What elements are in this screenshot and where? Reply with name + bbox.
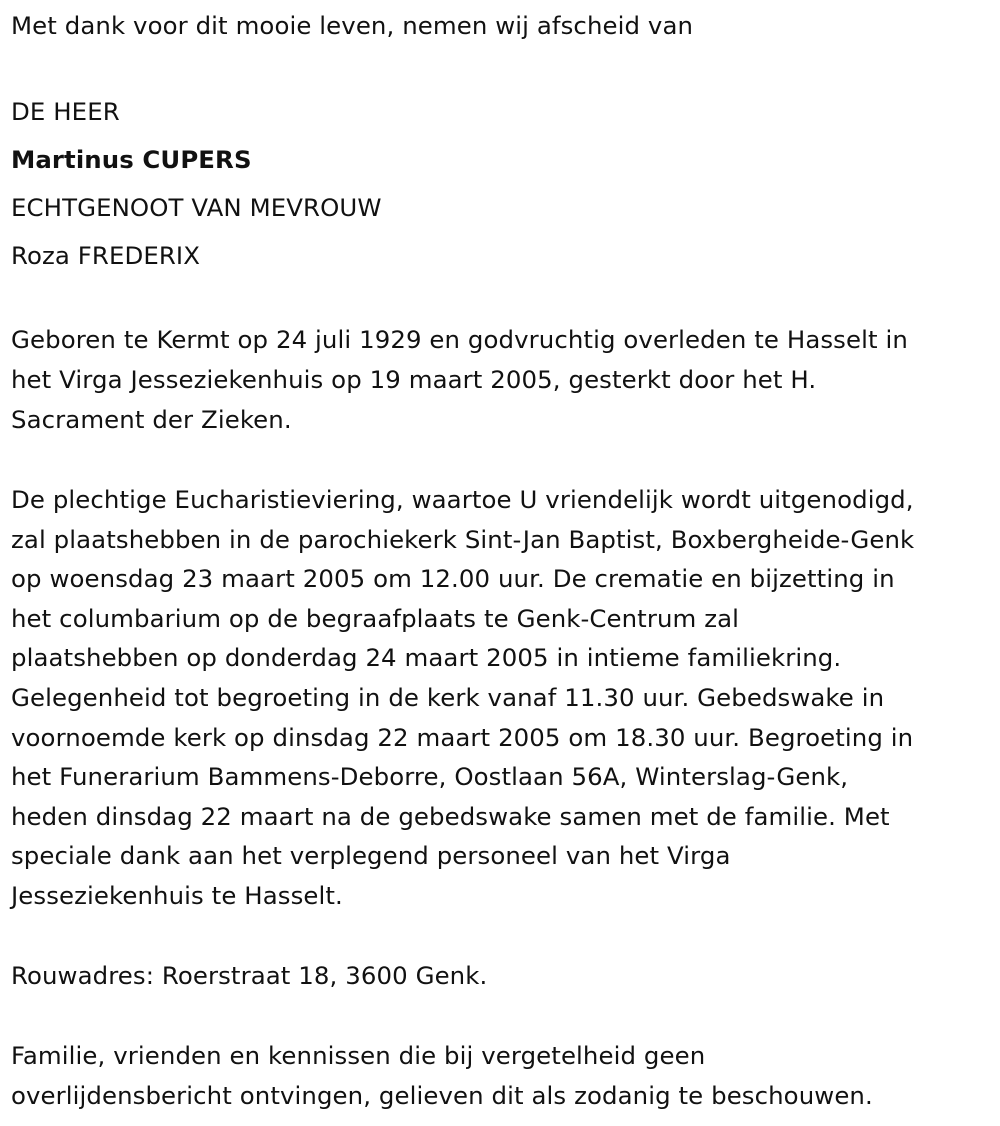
paragraph-line: op woensdag 23 maart 2005 om 12.00 uur. De crematie en bijzetting in: [11, 564, 895, 594]
deceased-name: Martinus CUPERS: [11, 145, 252, 174]
obituary-notice: [11, 4, 986, 1116]
paragraph-line: Gelegenheid tot begroeting in de kerk vanaf 11.30 uur. Gebedswake in: [11, 682, 885, 712]
paragraph-line: het columbarium op de begraafplaats te Genk-Centrum zal: [11, 603, 740, 633]
spacer: [11, 440, 986, 480]
paragraph-line: Jesseziekenhuis te Hasselt.: [11, 880, 343, 910]
paragraph-line: het Funerarium Bammens-Deborre, Oostlaan 56A, Winterslag-Genk,: [11, 762, 849, 792]
paragraph-line: Geboren te Kermt op 24 juli 1929 en godvruchtig overleden te Hasselt in: [11, 325, 908, 354]
mourning-address: Rouwadres: Roerstraat 18, 3600 Genk.: [11, 960, 488, 990]
paragraph-line: voornoemde kerk op dinsdag 22 maart 2005 om 18.30 uur. Begroeting in: [11, 722, 914, 752]
honorific: DE HEER: [11, 97, 120, 126]
paragraph-line: plaatshebben op donderdag 24 maart 2005 in intieme familiekring.: [11, 643, 842, 673]
paragraph-line: Familie, vrienden en kennissen die bij vergetelheid geen: [11, 1040, 706, 1070]
spacer: [11, 916, 986, 956]
paragraph-line: De plechtige Eucharistieviering, waartoe U vriendelijk wordt uitgenodigd,: [11, 485, 914, 514]
paragraph-line: overlijdensbericht ontvingen, gelieven dit als zodanig te beschouwen.: [11, 1080, 873, 1110]
paragraph-line: speciale dank aan het verplegend personeel van het Virga: [11, 841, 731, 871]
spacer: [11, 996, 986, 1036]
paragraph-line: het Virga Jesseziekenhuis op 19 maart 2005, gesterkt door het H.: [11, 365, 817, 394]
birth-death-paragraph: [11, 320, 986, 440]
spacer: [11, 48, 986, 88]
intro-text: Met dank voor dit mooie leven, nemen wij afscheid van: [11, 11, 694, 40]
paragraph-line: Sacrament der Zieken.: [11, 405, 292, 434]
spouse-name: Roza FREDERIX: [11, 241, 201, 270]
relation-text: ECHTGENOOT VAN MEVROUW: [11, 193, 382, 222]
spacer: [11, 280, 986, 320]
paragraph-line: zal plaatshebben in de parochiekerk Sint-Jan Baptist, Boxbergheide-Genk: [11, 524, 915, 554]
paragraph-line: heden dinsdag 22 maart na de gebedswake samen met de familie. Met: [11, 801, 890, 831]
closing-paragraph: [11, 1036, 986, 1116]
ceremony-paragraph: [11, 480, 986, 916]
